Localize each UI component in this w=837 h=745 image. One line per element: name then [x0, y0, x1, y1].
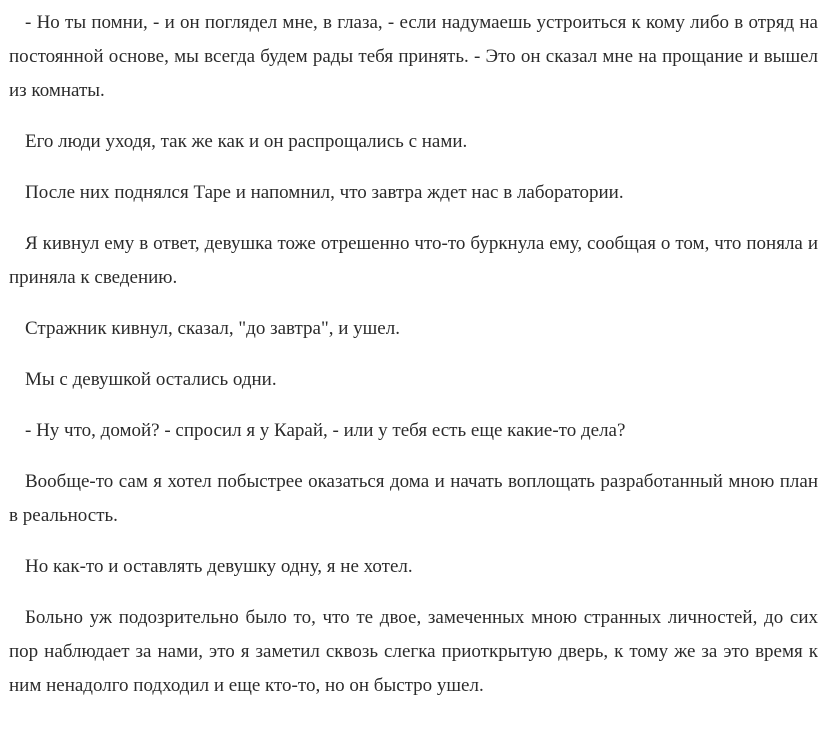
paragraph-7: - Ну что, домой? - спросил я у Карай, - или у тебя есть еще какие-то дела?: [25, 420, 626, 441]
paragraph-4: Я кивнул ему в ответ, девушка тоже отрешенно что-то буркнула ему, сообщая о том, что поняла и приняла к сведению.: [9, 233, 818, 288]
paragraph-9: Но как-то и оставлять девушку одну, я не хотел.: [25, 556, 413, 577]
paragraph-3: После них поднялся Таре и напомнил, что завтра ждет нас в лаборатории.: [25, 182, 624, 203]
paragraph-8: Вообще-то сам я хотел побыстрее оказаться дома и начать воплощать разработанный мною план в реальность.: [9, 471, 818, 526]
paragraph-5: Стражник кивнул, сказал, "до завтра", и ушел.: [25, 318, 400, 339]
paragraph-6: Мы с девушкой остались одни.: [25, 369, 277, 390]
paragraph-2: Его люди уходя, так же как и он распрощались с нами.: [25, 131, 468, 152]
paragraph-10: Больно уж подозрительно было то, что те двое, замеченных мною странных личностей, до сих пор наблюдает за нами, это я заметил сквозь слегка приоткрытую дверь, к тому же за это время к ним ненадолго подходил и еще кто-то, но он быстро ушел.: [9, 607, 818, 696]
paragraph-1: - Но ты помни, - и он поглядел мне, в глаза, - если надумаешь устроиться к кому либо в отряд на постоянной основе, мы всегда будем рады тебя принять. - Это он сказал мне на прощание и вышел из комнаты.: [9, 12, 818, 101]
